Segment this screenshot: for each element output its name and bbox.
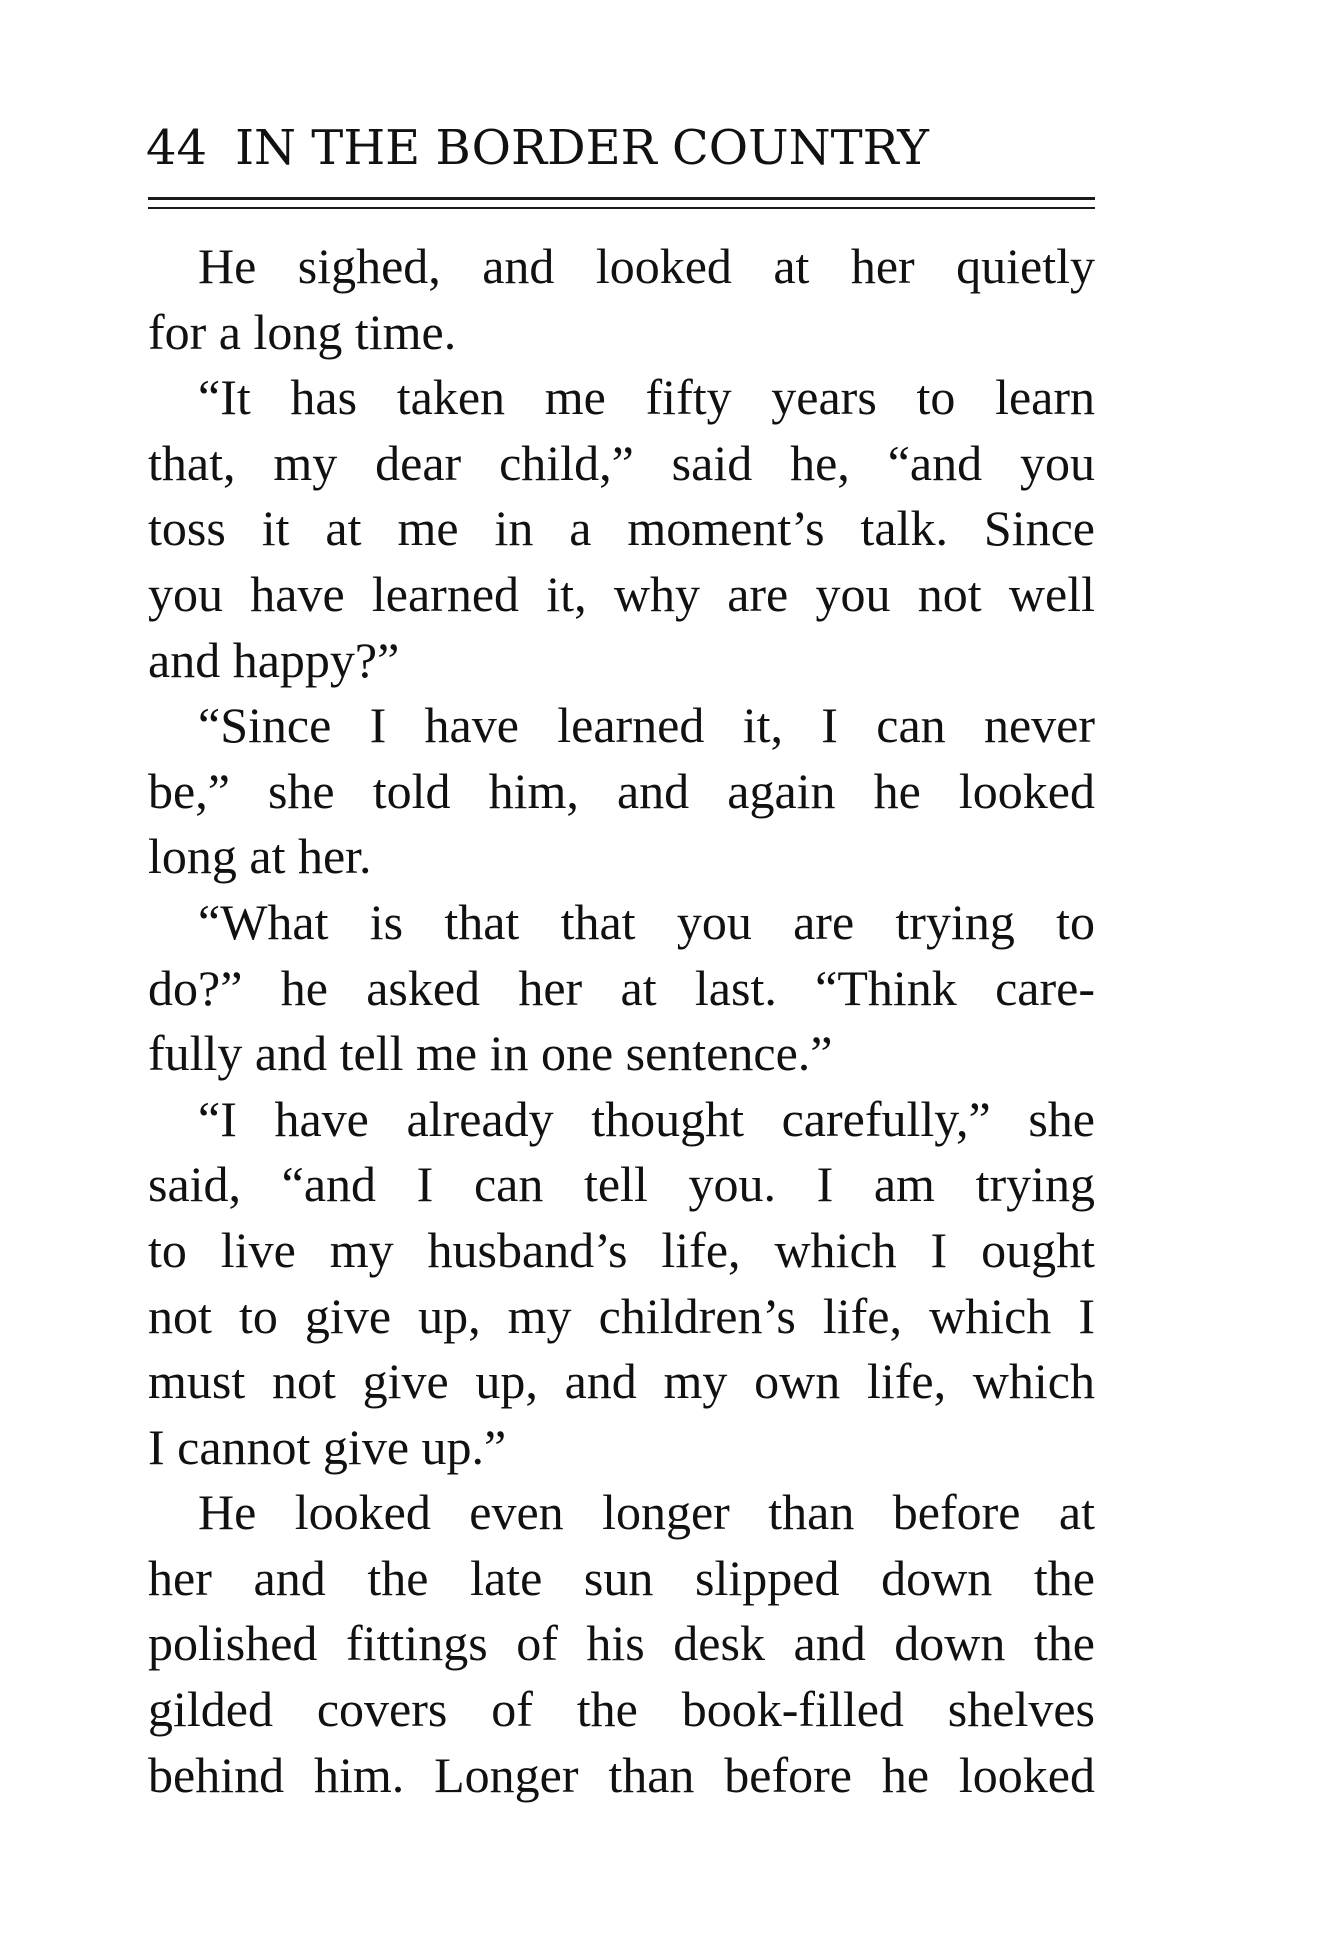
text-line: for a long time.	[148, 303, 457, 360]
text-line: I cannot give up.”	[148, 1418, 507, 1475]
text-line: “What is that that you are trying to	[198, 893, 1095, 950]
body-text	[148, 234, 1095, 1808]
text-line: be,” she told him, and again he looked	[148, 762, 1095, 819]
page-number: 44	[146, 120, 208, 176]
text-line: “It has taken me fifty years to learn	[198, 369, 1095, 426]
text-line: long at her.	[148, 828, 372, 885]
text-line: He looked even longer than before at	[198, 1484, 1095, 1541]
header-rule-top	[148, 197, 1095, 200]
text-line: said, “and I can tell you. I am trying	[148, 1156, 1095, 1213]
text-line: polished fittings of his desk and down the	[148, 1615, 1095, 1672]
text-line: “Since I have learned it, I can never	[198, 697, 1095, 754]
text-line: you have learned it, why are you not well	[148, 565, 1095, 622]
text-line: do?” he asked her at last. “Think care-	[148, 959, 1095, 1016]
text-line: that, my dear child,” said he, “and you	[148, 434, 1095, 491]
text-line: “I have already thought carefully,” she	[198, 1090, 1095, 1147]
header-rule-bottom	[148, 207, 1095, 209]
text-line: gilded covers of the book-filled shelves	[148, 1681, 1095, 1738]
text-line: behind him. Longer than before he looked	[148, 1746, 1095, 1803]
text-line: fully and tell me in one sentence.”	[148, 1025, 833, 1082]
text-line: and happy?”	[148, 631, 400, 688]
text-line: not to give up, my children’s life, which I	[148, 1287, 1095, 1344]
text-line: He sighed, and looked at her quietly	[198, 238, 1095, 294]
text-line: toss it at me in a moment’s talk. Since	[148, 500, 1095, 557]
text-line: must not give up, and my own life, which	[148, 1353, 1095, 1410]
running-title: IN THE BORDER COUNTRY	[235, 120, 929, 176]
text-line: to live my husband’s life, which I ought	[148, 1221, 1095, 1278]
text-line: her and the late sun slipped down the	[148, 1549, 1095, 1606]
running-head	[146, 118, 1096, 178]
